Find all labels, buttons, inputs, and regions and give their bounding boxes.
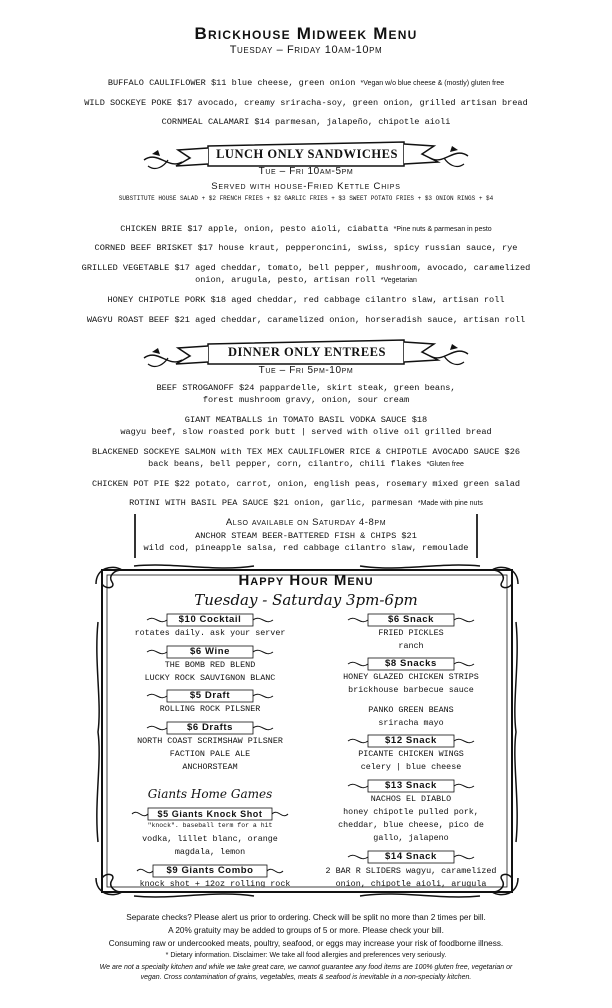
hh-item: NORTH COAST SCRIMSHAW PILSNER	[137, 736, 283, 746]
cocktail-heading	[145, 613, 275, 627]
hh-item: FRIED PICKLES	[378, 628, 444, 638]
lunch-item	[20, 262, 592, 274]
dinner-item-text: BLACKENED SOCKEYE SALMON with TEX MEX CAULIFLOWER RICE & CHIPOTLE AVOCADO SAUCE $26	[91, 447, 521, 457]
saturday-item-text: ANCHOR STEAM BEER-BATTERED FISH & CHIPS $21	[195, 531, 417, 541]
saturday-item	[20, 530, 592, 542]
saturday-heading: Also available on Saturday 4-8pm	[225, 517, 387, 528]
starter-note: *Vegan w/o blue cheese & (mostly) gluten free	[360, 80, 505, 87]
lunch-item-text: GRILLED VEGETABLE $17 aged cheddar, tomato, bell pepper, mushroom, avocado, caramelized	[81, 263, 531, 273]
starter-text: BUFFALO CAULIFLOWER $11 blue cheese, green onion	[107, 78, 361, 88]
lunch-substitutes: SUBSTITUTE HOUSE SALAD + $2 FRENCH FRIES + $2 GARLIC FRIES + $3 SWEET POTATO FRIES + $3 ONION RINGS + $4	[118, 195, 494, 202]
dinner-item-text: BEEF STROGANOFF $24 pappardelle, skirt steak, green beans,	[156, 383, 456, 393]
hh-item: ranch	[398, 641, 424, 651]
lunch-hours: Tue – Fri 10am-5pm	[258, 166, 354, 177]
lunch-item-text: onion, arugula, pesto, artisan roll	[195, 275, 381, 285]
giants-home-games-heading: Giants Home Games	[147, 787, 273, 801]
snack12-heading	[346, 734, 476, 748]
hh-item: rotates daily. ask your server	[134, 628, 286, 638]
dinner-item	[20, 382, 592, 394]
starter-text: WILD SOCKEYE POKE $17 avocado, creamy sriracha-soy, green onion, grilled artisan bread	[84, 98, 528, 108]
cocktail-heading-text: $10 Cocktail	[178, 614, 242, 625]
dinner-item-continued	[20, 394, 592, 406]
wine-heading	[145, 645, 275, 659]
saturday-item-text: wild cod, pineapple salsa, red cabbage cilantro slaw, remoulade	[143, 543, 469, 553]
starter-item	[20, 116, 592, 128]
happy-hour-days: Tuesday - Saturday 3pm-6pm	[194, 591, 418, 609]
hh-item: FACTION PALE ALE	[169, 749, 251, 759]
lunch-item-text: CHICKEN BRIE $17 apple, onion, pesto aioli, ciabatta	[120, 224, 394, 234]
hh-item: THE BOMB RED BLEND	[164, 660, 256, 670]
starter-text: CORNMEAL CALAMARI $14 parmesan, jalapeño, chipotle aioli	[161, 117, 451, 127]
hh-item: sriracha mayo	[378, 718, 444, 728]
dinner-item	[20, 497, 592, 510]
hh-item: brickhouse barbecue sauce	[348, 685, 474, 695]
dinner-banner-text: DINNER ONLY ENTREES	[228, 345, 386, 359]
hh-item: NACHOS EL DIABLO	[370, 794, 452, 804]
hh-item: PICANTE CHICKEN WINGS	[358, 749, 464, 759]
wine-heading-text: $6 Wine	[189, 646, 230, 657]
saturday-item-continued	[20, 542, 592, 554]
dinner-item	[20, 446, 592, 458]
lunch-item	[20, 242, 592, 254]
menu-title: Brickhouse Midweek Menu	[194, 24, 418, 43]
snack12-heading-text: $12 Snack	[385, 735, 437, 746]
hh-item: LUCKY ROCK SAUVIGNON BLANC	[144, 673, 276, 683]
hh-item: cheddar, blue cheese, pico de	[338, 820, 484, 830]
snack13-heading	[346, 779, 476, 793]
drafts-heading	[145, 721, 275, 735]
lunch-item-note: *Pine nuts & parmesan in pesto	[393, 226, 492, 233]
snack14-heading	[346, 850, 476, 864]
dinner-item	[20, 478, 592, 490]
lunch-item	[20, 294, 592, 306]
snack8-heading-text: $8 Snacks	[385, 658, 437, 669]
dinner-item-text: ROTINI WITH BASIL PEA SAUCE $21 onion, garlic, parmesan	[129, 498, 418, 508]
lunch-item-text: CORNED BEEF BRISKET $17 house kraut, pepperoncini, swiss, spicy russian sauce, rye	[94, 243, 518, 253]
lunch-item	[20, 223, 592, 236]
drafts-heading-text: $6 Drafts	[186, 722, 234, 733]
knock-shot-heading	[130, 807, 290, 821]
footer-checks: Separate checks? Please alert us prior to ordering. Check will be split no more than 2 times per bill.	[126, 913, 486, 922]
footer-disclaimer: We are not a specialty kitchen and while we take great care, we cannot guarantee any food items are 100% gluten free, vegetarian or	[99, 964, 513, 971]
knock-shot-heading-text: $5 Giants Knock Shot	[157, 809, 263, 819]
dinner-item-note: *Gluten free	[426, 461, 464, 468]
dinner-item-continued	[20, 458, 592, 471]
dinner-item	[20, 414, 592, 426]
hh-item: ROLLING ROCK PILSNER	[159, 704, 261, 714]
hh-item: vodka, lillet blanc, orange	[142, 834, 278, 844]
lunch-item-text: HONEY CHIPOTLE PORK $18 aged cheddar, red cabbage cilantro slaw, artisan roll	[107, 295, 505, 305]
starter-item	[20, 97, 592, 109]
footer-disclaimer-continued: vegan. Cross contamination of grains, vegetables, meats & seafood is inevitable in a non-specialty kitchen.	[140, 974, 472, 981]
dinner-item-text: CHICKEN POT PIE $22 potato, carrot, onion, english peas, rosemary mixed green salad	[91, 479, 521, 489]
hh-item: 2 BAR R SLIDERS wagyu, caramelized	[325, 866, 497, 876]
giants-combo-heading	[135, 864, 285, 878]
footer-warning: Consuming raw or undercooked meats, poultry, seafood, or eggs may increase your risk of foodborne illness.	[108, 939, 504, 948]
dinner-hours: Tue – Fri 5pm-10pm	[258, 365, 354, 376]
hh-item: PANKO GREEN BEANS	[368, 705, 454, 715]
hh-item: ANCHORSTEAM	[182, 762, 238, 772]
snack13-heading-text: $13 Snack	[385, 780, 437, 791]
hh-item: HONEY GLAZED CHICKEN STRIPS	[343, 672, 479, 682]
hh-item: celery | blue cheese	[360, 762, 462, 772]
draft-heading-text: $5 Draft	[189, 690, 231, 701]
lunch-item-continued	[20, 274, 592, 287]
snack6-heading-text: $6 Snack	[388, 614, 434, 625]
snack6-heading	[346, 613, 476, 627]
snack8-heading	[346, 657, 476, 671]
dinner-item-text: forest mushroom gravy, onion, sour cream	[202, 395, 410, 405]
giants-combo-heading-text: $9 Giants Combo	[166, 865, 254, 876]
lunch-item-note: *Vegetarian	[380, 277, 417, 284]
snack14-heading-text: $14 Snack	[385, 851, 437, 862]
lunch-item-text: WAGYU ROAST BEEF $21 aged cheddar, caramelized onion, horseradish sauce, artisan roll	[86, 315, 526, 325]
starter-item	[20, 77, 592, 90]
dinner-item-note: *Made with pine nuts	[417, 500, 483, 507]
happy-hour-title: Happy Hour Menu	[238, 572, 374, 589]
dinner-item-continued	[20, 426, 592, 438]
dinner-item-text: GIANT MEATBALLS in TOMATO BASIL VODKA SAUCE $18	[184, 415, 428, 425]
dinner-item-text: wagyu beef, slow roasted pork butt | served with olive oil grilled bread	[120, 427, 492, 437]
footer-gratuity: A 20% gratuity may be added to groups of 5 or more. Please check your bill.	[168, 926, 444, 935]
lunch-banner-text: LUNCH ONLY SANDWICHES	[216, 147, 398, 161]
hh-item: magdala, lemon	[174, 847, 246, 857]
hh-item: knock shot + 12oz rolling rock	[139, 879, 291, 889]
dinner-item-text: back beans, bell pepper, corn, cilantro, chili flakes	[148, 459, 427, 469]
menu-hours: Tuesday – Friday 10am-10pm	[229, 44, 383, 56]
footer-dietary: * Dietary information. Disclaimer: We take all food allergies and preferences very seriously.	[165, 952, 447, 959]
lunch-served-with: Served with house-Fried Kettle Chips	[211, 181, 401, 192]
hh-item: onion, chipotle aioli, arugula	[335, 879, 487, 889]
draft-heading	[145, 689, 275, 703]
hh-note: "knock". baseball term for a hit	[147, 822, 273, 829]
hh-item: honey chipotle pulled pork,	[343, 807, 479, 817]
lunch-item	[20, 314, 592, 326]
hh-item: gallo, jalapeno	[373, 833, 449, 843]
